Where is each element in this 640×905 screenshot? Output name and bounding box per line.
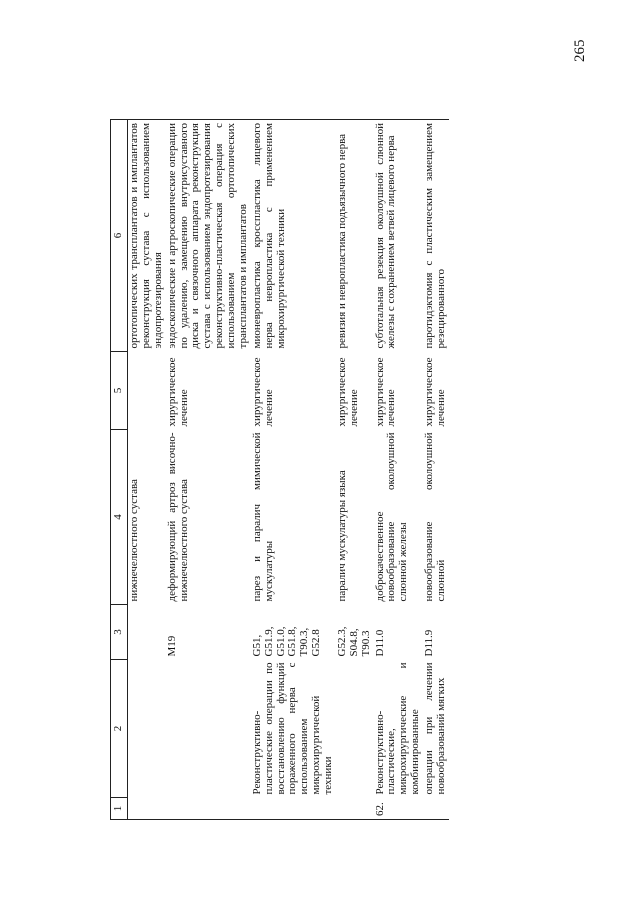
table-row [166,120,251,820]
diagnosis-code: G52.3, S04.8, T90.3 [335,626,372,657]
treatment-type: хирургическое лечение [165,357,190,427]
header-col-5: 5 [111,352,128,430]
row-number: 62. [374,798,424,820]
patient-model: новообразование околоушной слюнной [423,432,447,602]
treatment-method: паротидэктомия с пластическим замещением резецированного [423,120,449,352]
page-number: 265 [572,39,588,62]
row-number [336,798,374,820]
procedures-table [110,119,449,820]
header-col-6: 6 [111,120,128,352]
treatment-method: мионевропластика кросспластика лицевого нерва невропластика с применением микрохирургической техники [251,120,336,352]
patient-model: парез и паралич мимической мускулатуры [250,432,275,602]
procedure-name [128,660,166,798]
patient-model: доброкачественное новообразование околоушной слюнной железы [373,432,410,602]
diagnosis-code: G51, G51.9, G51.0, G51.8, T90.3, G52.8 [250,626,323,657]
treatment-type: хирургическое лечение [373,357,398,427]
row-number [423,798,449,820]
header-col-1: 1 [111,798,128,820]
table-header-row [111,120,128,820]
header-col-4: 4 [111,430,128,605]
treatment-type: хирургическое лечение [423,357,447,427]
table-row [336,120,374,820]
diagnosis-code [128,605,166,660]
row-number [128,798,166,820]
treatment-type [128,352,166,430]
treatment-method: субтотальная резекция околоушной слюнной железы с сохранением ветвей лицевого нерва [374,120,424,352]
treatment-type: хирургическое лечение [250,357,275,427]
table-row [251,120,336,820]
treatment-type: хирургическое лечение [335,357,360,427]
procedure-name [166,660,251,798]
row-number [166,798,251,820]
rotated-table-container [110,120,590,820]
diagnosis-code: M19 [165,635,178,657]
treatment-method: эндоскопические и артроскопические операции по удалению, замещению внутрисуставного диска и связочного аппарата реконструкция сустава с использованием эндопротезирования реконструктивно-пластическая операция с использованием ортотопических трансплантатов и имплантатов [166,120,251,352]
procedure-name: операции при лечении новообразований мягких [423,662,447,795]
patient-model: деформирующий артроз височно-нижнечелюстного сустава [165,432,190,602]
table-row [423,120,449,820]
row-number [251,798,336,820]
diagnosis-code: D11.9 [423,629,435,657]
procedure-name [336,660,374,798]
procedure-name: Реконструктивно-пластические операции по восстановлению функций пораженного нерва с использованием микрохирургической техники [250,662,334,795]
table-row [374,120,424,820]
patient-model: нижнечелюстного сустава [128,479,140,602]
treatment-method: ревизия и невропластика подъязычного нерва [336,120,374,352]
treatment-method: ортотопических трансплантатов и имплантатов реконструкция сустава с использованием эндопротезирования [128,120,166,352]
header-col-2: 2 [111,660,128,798]
patient-model: паралич мускулатуры языка [335,470,348,602]
header-col-3: 3 [111,605,128,660]
table-row [128,120,166,820]
diagnosis-code: D11.0 [373,629,386,657]
procedure-name: Реконструктивно-пластические, микрохирургические и комбинированные [373,662,422,795]
